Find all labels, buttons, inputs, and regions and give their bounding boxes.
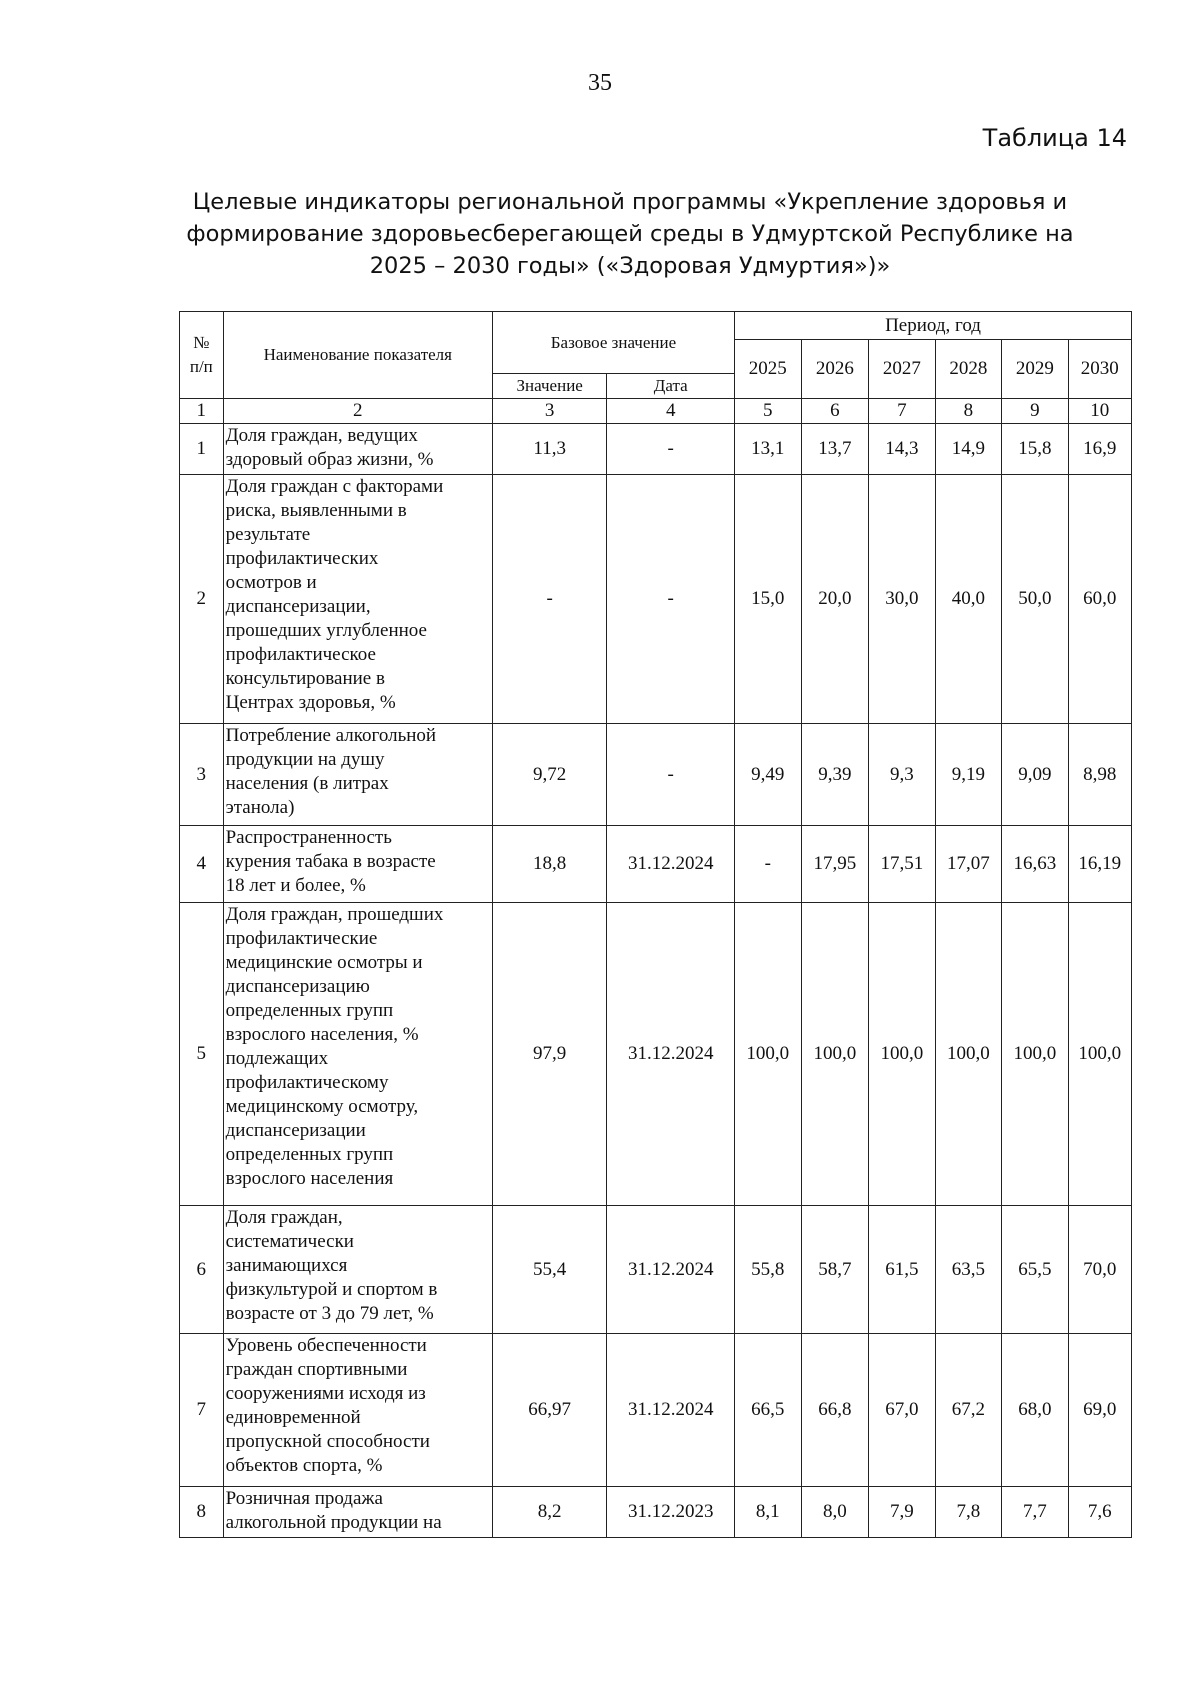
year-value-cell: 66,5 xyxy=(735,1334,802,1487)
indicator-name-line: сооружениями исходя из xyxy=(225,1383,426,1404)
indicator-name-line: взрослого населения xyxy=(225,1168,394,1189)
num-header-line: п/п xyxy=(189,357,213,376)
base-value-cell: 18,8 xyxy=(492,826,606,903)
year-value-cell: 13,7 xyxy=(801,424,869,475)
indicator-name-cell xyxy=(223,1334,492,1487)
indicator-name-line: пропускной способности xyxy=(225,1431,430,1452)
base-date-cell: 31.12.2023 xyxy=(607,1487,735,1538)
indicator-name-line: Доля граждан, ведущих xyxy=(225,425,418,446)
year-value-cell: 14,9 xyxy=(935,424,1002,475)
year-value-cell: 100,0 xyxy=(1002,903,1069,1206)
year-value-cell: - xyxy=(735,826,802,903)
year-value-cell: 100,0 xyxy=(735,903,802,1206)
year-value-cell: 50,0 xyxy=(1002,475,1069,724)
indicator-name-line: диспансеризации xyxy=(225,1120,366,1141)
base-date-cell: 31.12.2024 xyxy=(607,1206,735,1334)
indicator-name-cell xyxy=(223,475,492,724)
num-header xyxy=(180,312,224,399)
table-row xyxy=(180,724,1132,826)
base-value-header: Базовое значение xyxy=(492,312,734,374)
indicator-name-line: 18 лет и более, % xyxy=(225,875,366,896)
year-value-cell: 8,98 xyxy=(1068,724,1131,826)
year-value-cell: 7,8 xyxy=(935,1487,1002,1538)
base-value-cell: 55,4 xyxy=(492,1206,606,1334)
base-value-cell: - xyxy=(492,475,606,724)
year-header: 2028 xyxy=(935,340,1002,399)
indicator-name-cell xyxy=(223,903,492,1206)
year-header: 2027 xyxy=(869,340,936,399)
row-number-cell: 8 xyxy=(180,1487,224,1538)
year-value-cell: 69,0 xyxy=(1068,1334,1131,1487)
period-header: Период, год xyxy=(735,312,1132,340)
indicator-name-line: подлежащих xyxy=(225,1048,329,1069)
indicator-name-line: Центрах здоровья, % xyxy=(225,692,396,713)
name-header: Наименование показателя xyxy=(223,312,492,399)
column-number: 6 xyxy=(801,399,869,424)
header-row xyxy=(180,312,1132,340)
base-date-cell: - xyxy=(607,475,735,724)
title-line: формирование здоровьесберегающей среды в Удмуртской Республике на xyxy=(186,221,1074,247)
indicator-name-cell xyxy=(223,1206,492,1334)
indicator-name-line: консультирование в xyxy=(225,668,385,689)
year-value-cell: 8,0 xyxy=(801,1487,869,1538)
column-number: 5 xyxy=(735,399,802,424)
indicator-name-line: определенных групп xyxy=(225,1000,394,1021)
indicator-name-line: профилактическому xyxy=(225,1072,389,1093)
year-value-cell: 16,19 xyxy=(1068,826,1131,903)
year-value-cell: 13,1 xyxy=(735,424,802,475)
indicator-name-line: профилактическое xyxy=(225,644,376,665)
indicator-name-cell xyxy=(223,826,492,903)
indicator-name-line: профилактических xyxy=(225,548,379,569)
year-value-cell: 17,51 xyxy=(869,826,936,903)
indicator-name-line: взрослого населения, % xyxy=(225,1024,419,1045)
indicator-name-line: Доля граждан, прошедших xyxy=(225,904,444,925)
base-value-cell: 97,9 xyxy=(492,903,606,1206)
year-value-cell: 60,0 xyxy=(1068,475,1131,724)
year-value-cell: 7,9 xyxy=(869,1487,936,1538)
indicators-table xyxy=(179,311,1132,1538)
indicator-name-line: населения (в литрах xyxy=(225,773,389,794)
indicator-name-line: граждан спортивными xyxy=(225,1359,408,1380)
year-value-cell: 9,19 xyxy=(935,724,1002,826)
year-value-cell: 40,0 xyxy=(935,475,1002,724)
year-value-cell: 100,0 xyxy=(801,903,869,1206)
year-value-cell: 16,63 xyxy=(1002,826,1069,903)
year-value-cell: 15,0 xyxy=(735,475,802,724)
row-number-cell: 1 xyxy=(180,424,224,475)
year-value-cell: 66,8 xyxy=(801,1334,869,1487)
indicator-name-line: курения табака в возрасте xyxy=(225,851,436,872)
year-value-cell: 17,95 xyxy=(801,826,869,903)
row-number-cell: 5 xyxy=(180,903,224,1206)
row-number-cell: 6 xyxy=(180,1206,224,1334)
indicator-name-line: Доля граждан, xyxy=(225,1207,343,1228)
column-numbers-row xyxy=(180,399,1132,424)
column-number: 4 xyxy=(607,399,735,424)
indicator-name-line: алкогольной продукции на xyxy=(225,1512,442,1533)
base-date-cell: - xyxy=(607,724,735,826)
year-value-cell: 14,3 xyxy=(869,424,936,475)
year-value-cell: 7,7 xyxy=(1002,1487,1069,1538)
title-line: Целевые индикаторы региональной программы «Укрепление здоровья и xyxy=(192,189,1068,215)
year-value-cell: 100,0 xyxy=(869,903,936,1206)
base-date-cell: 31.12.2024 xyxy=(607,903,735,1206)
indicator-name-line: осмотров и xyxy=(225,572,317,593)
year-value-cell: 9,3 xyxy=(869,724,936,826)
indicator-name-line: объектов спорта, % xyxy=(225,1455,383,1476)
column-number: 7 xyxy=(869,399,936,424)
year-value-cell: 63,5 xyxy=(935,1206,1002,1334)
date-header: Дата xyxy=(607,374,735,399)
year-header: 2030 xyxy=(1068,340,1131,399)
table-label: Таблица 14 xyxy=(982,124,1127,152)
year-header: 2026 xyxy=(801,340,869,399)
year-value-cell: 61,5 xyxy=(869,1206,936,1334)
year-value-cell: 58,7 xyxy=(801,1206,869,1334)
row-number-cell: 4 xyxy=(180,826,224,903)
year-value-cell: 100,0 xyxy=(935,903,1002,1206)
year-value-cell: 9,49 xyxy=(735,724,802,826)
indicator-name-cell xyxy=(223,724,492,826)
column-number: 9 xyxy=(1002,399,1069,424)
year-value-cell: 17,07 xyxy=(935,826,1002,903)
row-number-cell: 7 xyxy=(180,1334,224,1487)
indicator-name-cell xyxy=(223,1487,492,1538)
table-row xyxy=(180,1487,1132,1538)
column-number: 1 xyxy=(180,399,224,424)
page-number: 35 xyxy=(588,70,612,96)
year-value-cell: 65,5 xyxy=(1002,1206,1069,1334)
table-row xyxy=(180,1334,1132,1487)
indicator-name-line: систематически xyxy=(225,1231,354,1252)
base-date-cell: - xyxy=(607,424,735,475)
row-number-cell: 2 xyxy=(180,475,224,724)
indicator-name-line: единовременной xyxy=(225,1407,361,1428)
indicator-name-line: Доля граждан с факторами xyxy=(225,476,444,497)
indicator-name-line: определенных групп xyxy=(225,1144,394,1165)
row-number-cell: 3 xyxy=(180,724,224,826)
indicator-name-line: занимающихся xyxy=(225,1255,348,1276)
indicator-name-line: риска, выявленными в xyxy=(225,500,407,521)
title-line: 2025 – 2030 годы» («Здоровая Удмуртия»)» xyxy=(369,253,891,279)
year-header: 2025 xyxy=(735,340,802,399)
indicator-name-line: физкультурой и спортом в xyxy=(225,1279,438,1300)
indicator-name-line: диспансеризации, xyxy=(225,596,371,617)
indicator-name-line: этанола) xyxy=(225,797,295,818)
year-value-cell: 55,8 xyxy=(735,1206,802,1334)
table-row xyxy=(180,903,1132,1206)
year-value-cell: 100,0 xyxy=(1068,903,1131,1206)
year-value-cell: 67,2 xyxy=(935,1334,1002,1487)
indicator-name-line: результате xyxy=(225,524,311,545)
indicator-name-line: Розничная продажа xyxy=(225,1488,383,1509)
base-date-cell: 31.12.2024 xyxy=(607,826,735,903)
base-value-cell: 11,3 xyxy=(492,424,606,475)
year-value-cell: 8,1 xyxy=(735,1487,802,1538)
indicator-name-line: Уровень обеспеченности xyxy=(225,1335,427,1356)
indicator-name-line: медицинскому осмотру, xyxy=(225,1096,419,1117)
table-row xyxy=(180,826,1132,903)
year-value-cell: 20,0 xyxy=(801,475,869,724)
table-row xyxy=(180,1206,1132,1334)
year-value-cell: 30,0 xyxy=(869,475,936,724)
indicator-name-line: прошедших углубленное xyxy=(225,620,427,641)
indicator-name-cell xyxy=(223,424,492,475)
indicator-name-line: медицинские осмотры и xyxy=(225,952,423,973)
year-header: 2029 xyxy=(1002,340,1069,399)
base-value-cell: 66,97 xyxy=(492,1334,606,1487)
value-header: Значение xyxy=(492,374,606,399)
column-number: 8 xyxy=(935,399,1002,424)
column-number: 2 xyxy=(223,399,492,424)
table-row xyxy=(180,424,1132,475)
year-value-cell: 67,0 xyxy=(869,1334,936,1487)
base-date-cell: 31.12.2024 xyxy=(607,1334,735,1487)
year-value-cell: 15,8 xyxy=(1002,424,1069,475)
table-row xyxy=(180,475,1132,724)
indicator-name-line: здоровый образ жизни, % xyxy=(225,449,434,470)
base-value-cell: 9,72 xyxy=(492,724,606,826)
indicator-name-line: продукции на душу xyxy=(225,749,385,770)
column-number: 3 xyxy=(492,399,606,424)
year-value-cell: 7,6 xyxy=(1068,1487,1131,1538)
year-value-cell: 68,0 xyxy=(1002,1334,1069,1487)
indicator-name-line: диспансеризацию xyxy=(225,976,370,997)
year-value-cell: 70,0 xyxy=(1068,1206,1131,1334)
num-header-line: № xyxy=(193,333,210,352)
indicator-name-line: профилактические xyxy=(225,928,378,949)
column-number: 10 xyxy=(1068,399,1131,424)
base-value-cell: 8,2 xyxy=(492,1487,606,1538)
indicator-name-line: Распространенность xyxy=(225,827,392,848)
year-value-cell: 16,9 xyxy=(1068,424,1131,475)
indicator-name-line: возрасте от 3 до 79 лет, % xyxy=(225,1303,434,1324)
indicator-name-line: Потребление алкогольной xyxy=(225,725,437,746)
document-title xyxy=(150,186,1110,282)
year-value-cell: 9,39 xyxy=(801,724,869,826)
year-value-cell: 9,09 xyxy=(1002,724,1069,826)
